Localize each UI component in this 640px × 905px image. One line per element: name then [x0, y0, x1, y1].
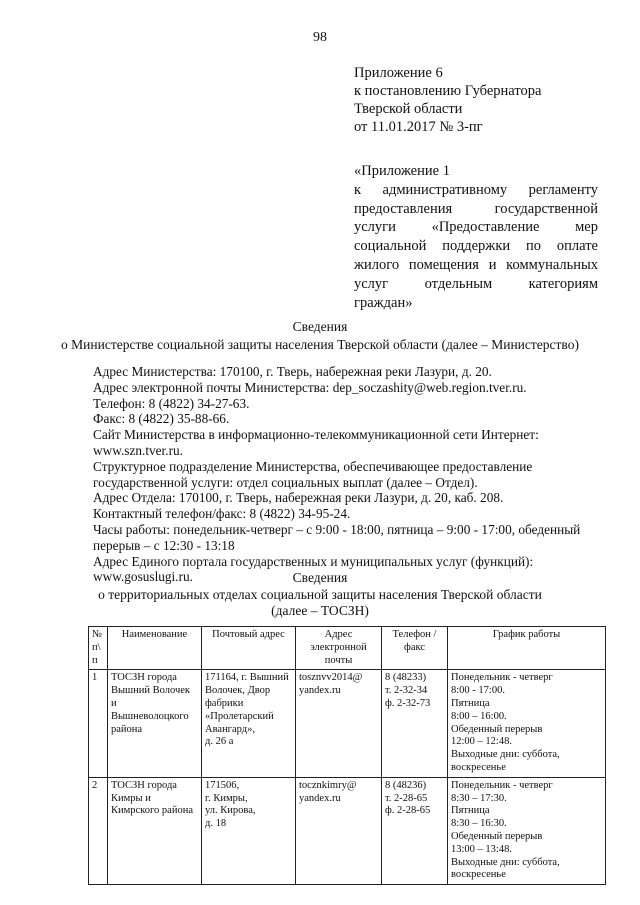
header-text: Наименование [121, 629, 188, 640]
table-cell [448, 777, 606, 884]
cell-text: Обеденный перерыв [451, 830, 543, 842]
header-text: Телефон / [392, 629, 437, 640]
cell-text: Понедельник - четверг [451, 779, 553, 791]
table-cell [108, 670, 202, 777]
table-row [89, 670, 606, 777]
table-cell [448, 670, 606, 777]
cell-text: tocznkimry@ [299, 779, 357, 791]
table-body [89, 670, 606, 885]
info-line: www.gosuslugi.ru. [93, 569, 193, 585]
cell-text: Кимрского района [111, 805, 193, 817]
reglament-line: социальной поддержки по оплате [354, 238, 598, 255]
appendix-line: Приложение 6 [354, 65, 443, 81]
table-header-row [89, 627, 606, 670]
reglament-line: к административному регламенту [354, 181, 598, 198]
header-text: п [92, 654, 98, 666]
cell-text: Пятница [451, 697, 490, 709]
section-subheading: о Министерстве социальной защиты населения Тверской области (далее – Министерство) [61, 337, 579, 352]
cell-text: Авангард», [205, 723, 255, 735]
cell-text: 13:00 – 13:48. [451, 843, 512, 855]
table-header-cell [448, 627, 606, 670]
table-cell [202, 670, 296, 777]
header-text: № [92, 629, 103, 640]
reglament-first-line: «Приложение 1 [354, 163, 450, 179]
reglament-line: услуги «Предоставление мер [354, 219, 598, 236]
cell-text: т. 2-28-65 [385, 792, 428, 804]
cell-text: 2 [92, 779, 98, 791]
appendix-line: от 11.01.2017 № 3-пг [354, 119, 483, 135]
info-line: Телефон: 8 (4822) 34-27-63. [93, 395, 250, 411]
cell-text: г. Кимры, [205, 792, 248, 804]
header-text: Адрес [324, 629, 353, 640]
header-text: График работы [492, 629, 561, 640]
cell-text: т. 2-32-34 [385, 685, 428, 697]
cell-text: 171506, [205, 779, 240, 791]
cell-text: 12:00 – 12:48. [451, 736, 512, 748]
info-line: Сайт Министерства в информационно-телекоммуникационной сети Интернет: [93, 427, 539, 443]
tosz-section-title [0, 570, 640, 620]
cell-text: 8:00 - 17:00. [451, 685, 505, 697]
cell-text: Вышний Волочек [111, 685, 191, 697]
cell-text: «Пролетарский [205, 710, 274, 722]
table-cell [108, 777, 202, 884]
cell-text: 8 (48233) [385, 672, 427, 684]
table-header-cell [296, 627, 382, 670]
cell-text: 8:30 – 17:30. [451, 792, 507, 804]
section-subheading-2: (далее – ТОСЗН) [271, 603, 369, 618]
cell-text: ТОСЗН города [111, 672, 177, 684]
cell-text: Волочек, Двор [205, 685, 271, 697]
cell-text: 8:30 – 16:30. [451, 818, 507, 830]
cell-text: Обеденный перерыв [451, 723, 543, 735]
cell-text: Выходные дни: суббота, [451, 856, 560, 868]
info-line: государственной услуги: отдел социальных выплат (далее – Отдел). [93, 474, 478, 490]
header-text: п\ [92, 641, 101, 653]
table-cell [382, 670, 448, 777]
cell-text: tosznvv2014@ [299, 672, 363, 684]
header-text: Почтовый адрес [212, 629, 285, 640]
table-cell [296, 670, 382, 777]
tosz-table [88, 626, 606, 885]
cell-text: и [111, 697, 117, 709]
table-row [89, 777, 606, 884]
info-line: Адрес Единого портала государственных и муниципальных услуг (функций): [93, 553, 534, 569]
cell-text: Пятница [451, 805, 490, 817]
info-line: Адрес Министерства: 170100, г. Тверь, набережная реки Лазури, д. 20. [93, 364, 492, 379]
info-line: Структурное подразделение Министерства, обеспечивающее предоставление [93, 458, 533, 474]
info-line: перерыв – с 12:30 - 13:18 [93, 537, 235, 553]
appendix-header [354, 64, 541, 136]
cell-text: Кимры и [111, 792, 151, 804]
reglament-line: предоставления государственной [354, 200, 598, 217]
info-line: Адрес электронной почты Министерства: dep_soczashity@web.region.tver.ru. [93, 379, 527, 395]
cell-text: 8:00 – 16:00. [451, 710, 507, 722]
cell-text: Понедельник - четверг [451, 672, 553, 684]
cell-text: ф. 2-32-73 [385, 697, 431, 709]
info-line: Часы работы: понедельник-четверг – с 9:00 - 18:00, пятница – 9:00 - 17:00, обеденный [93, 521, 581, 537]
cell-text: воскресенье [451, 869, 506, 881]
header-text: электронной [310, 641, 367, 653]
table-cell [202, 777, 296, 884]
table-cell [89, 670, 108, 777]
cell-text: д. 26 а [205, 736, 234, 748]
cell-text: района [111, 723, 143, 735]
cell-text: yandex.ru [299, 685, 341, 697]
cell-text: ТОСЗН города [111, 779, 177, 791]
cell-text: 171164, г. Вышний [205, 672, 289, 684]
reglament-last-line: граждан» [354, 294, 413, 311]
ministry-section-title [0, 318, 640, 354]
cell-text: 1 [92, 672, 98, 684]
cell-text: 8 (48236) [385, 779, 427, 791]
reglament-line: услуг отдельным категориям [354, 275, 598, 292]
table-cell [382, 777, 448, 884]
table-header-cell [89, 627, 108, 670]
table-cell [89, 777, 108, 884]
info-line: www.szn.tver.ru. [93, 442, 183, 458]
reglament-line: жилого помещения и коммунальных [354, 256, 598, 273]
cell-text: д. 18 [205, 818, 227, 830]
cell-text: фабрики [205, 697, 244, 709]
cell-text: Вышневолоцкого [111, 710, 189, 722]
header-text: почты [324, 654, 353, 666]
section-subheading: о территориальных отделах социальной защиты населения Тверской области [98, 586, 542, 602]
cell-text: yandex.ru [299, 792, 341, 804]
ministry-info-block [93, 364, 613, 585]
cell-text: ул. Кирова, [205, 805, 256, 817]
section-heading: Сведения [292, 319, 348, 334]
reglament-header [354, 162, 598, 312]
page-number: 98 [313, 30, 327, 45]
info-line: Контактный телефон/факс: 8 (4822) 34-95-24. [93, 506, 351, 522]
info-line: Адрес Отдела: 170100, г. Тверь, набережная реки Лазури, д. 20, каб. 208. [93, 490, 504, 506]
header-text: факс [404, 641, 425, 653]
section-heading: Сведения [292, 570, 348, 585]
table-header-cell [382, 627, 448, 670]
table-header-cell [108, 627, 202, 670]
cell-text: ф. 2-28-65 [385, 805, 431, 817]
table-cell [296, 777, 382, 884]
cell-text: Выходные дни: суббота, [451, 749, 560, 761]
table-header-cell [202, 627, 296, 670]
cell-text: воскресенье [451, 761, 506, 773]
appendix-line: к постановлению Губернатора [354, 83, 542, 99]
appendix-line: Тверской области [354, 101, 463, 117]
info-line: Факс: 8 (4822) 35-88-66. [93, 411, 230, 427]
